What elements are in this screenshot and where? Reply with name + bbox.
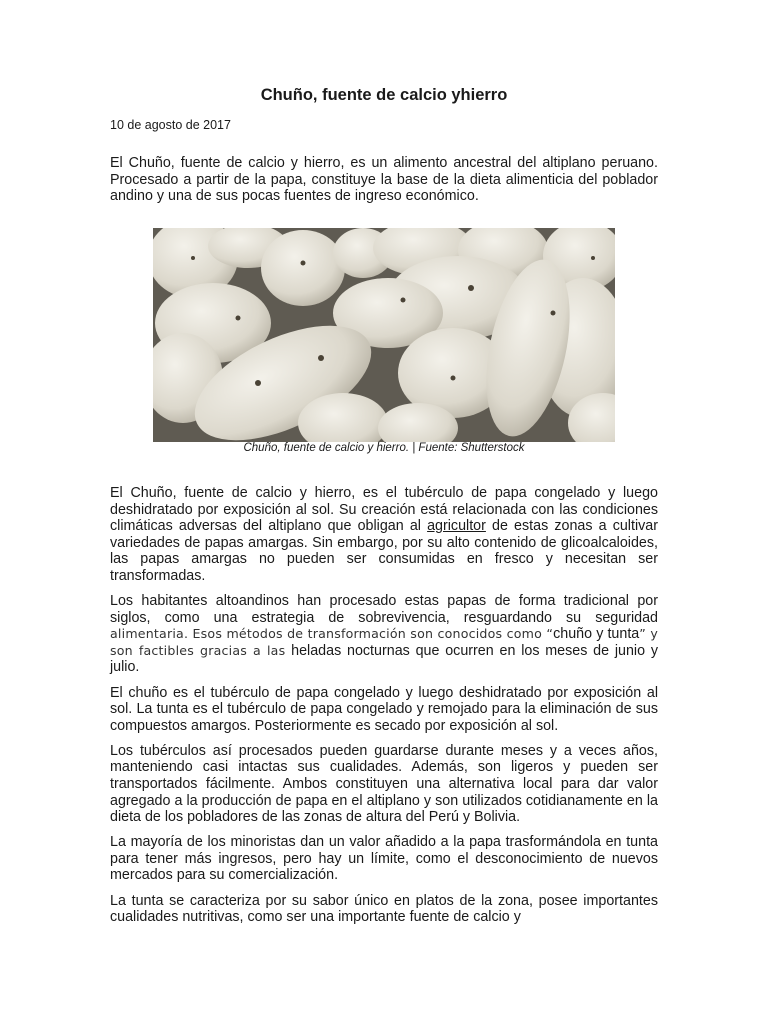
- article-body: [110, 485, 658, 934]
- page-title: Chuño, fuente de calcio yhierro: [260, 86, 508, 104]
- paragraph-5: La mayoría de los minoristas dan un valor añadido a la papa trasformándola en tunta para tener más ingresos, pero hay un límite, como el desconocimiento de nuevos mercados para su comercialización.: [110, 834, 658, 884]
- paragraph-3: El chuño es el tubérculo de papa congelado y luego deshidratado por exposición al sol. La tunta es el tubérculo de papa congelado y remojado para la eliminación de sus compuestos amargos. Posteriormente es secado por exposición al sol.: [110, 684, 658, 734]
- paragraph-4: Los tubérculos así procesados pueden guardarse durante meses y a veces años, manteniendo casi intactas sus cualidades. Además, son ligeros y pueden ser transportados fácilmente. Ambos constituyen una alternativa local para dar valor agregado a la producción de papa en el altiplano y son utilizados cotidianamente en la dieta de los pobladores de las zonas de altura del Perú y Bolivia.: [110, 742, 658, 826]
- intro-paragraph: El Chuño, fuente de calcio y hierro, es un alimento ancestral del altiplano peruano. Procesado a partir de la papa, constituye la base de la dieta alimenticia del poblador andino y una de sus pocas fuentes de ingreso económico.: [110, 155, 658, 205]
- paragraph-6: La tunta se caracteriza por su sabor único en platos de la zona, posee importantes cualidades nutritivas, como ser una importante fuente de calcio y: [110, 892, 658, 926]
- chuno-photo: [153, 228, 615, 442]
- publish-date: 10 de agosto de 2017: [110, 118, 231, 132]
- agricultor-link[interactable]: agricultor: [427, 518, 486, 535]
- paragraph-2: Los habitantes altoandinos han procesado estas papas de forma tradicional por siglos, como una estrategia de sobrevivencia, resguardando su seguridad alimentaria. Esos métodos de transformación son conocidos como “chuño y tunta” y son factibles gracias a las heladas nocturnas que ocurren en los meses de junio y julio.: [110, 593, 658, 676]
- paragraph-1: El Chuño, fuente de calcio y hierro, es el tubérculo de papa congelado y luego deshidratado por exposición al sol. Su creación está relacionada con las condiciones climáticas adversas del altiplano que obligan al agricultor de estas zonas a cultivar variedades de papas amargas. Sin embargo, por su alto contenido de glicoalcaloides, las papas amargas no pueden ser consumidas en fresco y necesitan ser transformadas.: [110, 485, 658, 584]
- photo-caption: Chuño, fuente de calcio y hierro. | Fuente: Shutterstock: [243, 442, 525, 454]
